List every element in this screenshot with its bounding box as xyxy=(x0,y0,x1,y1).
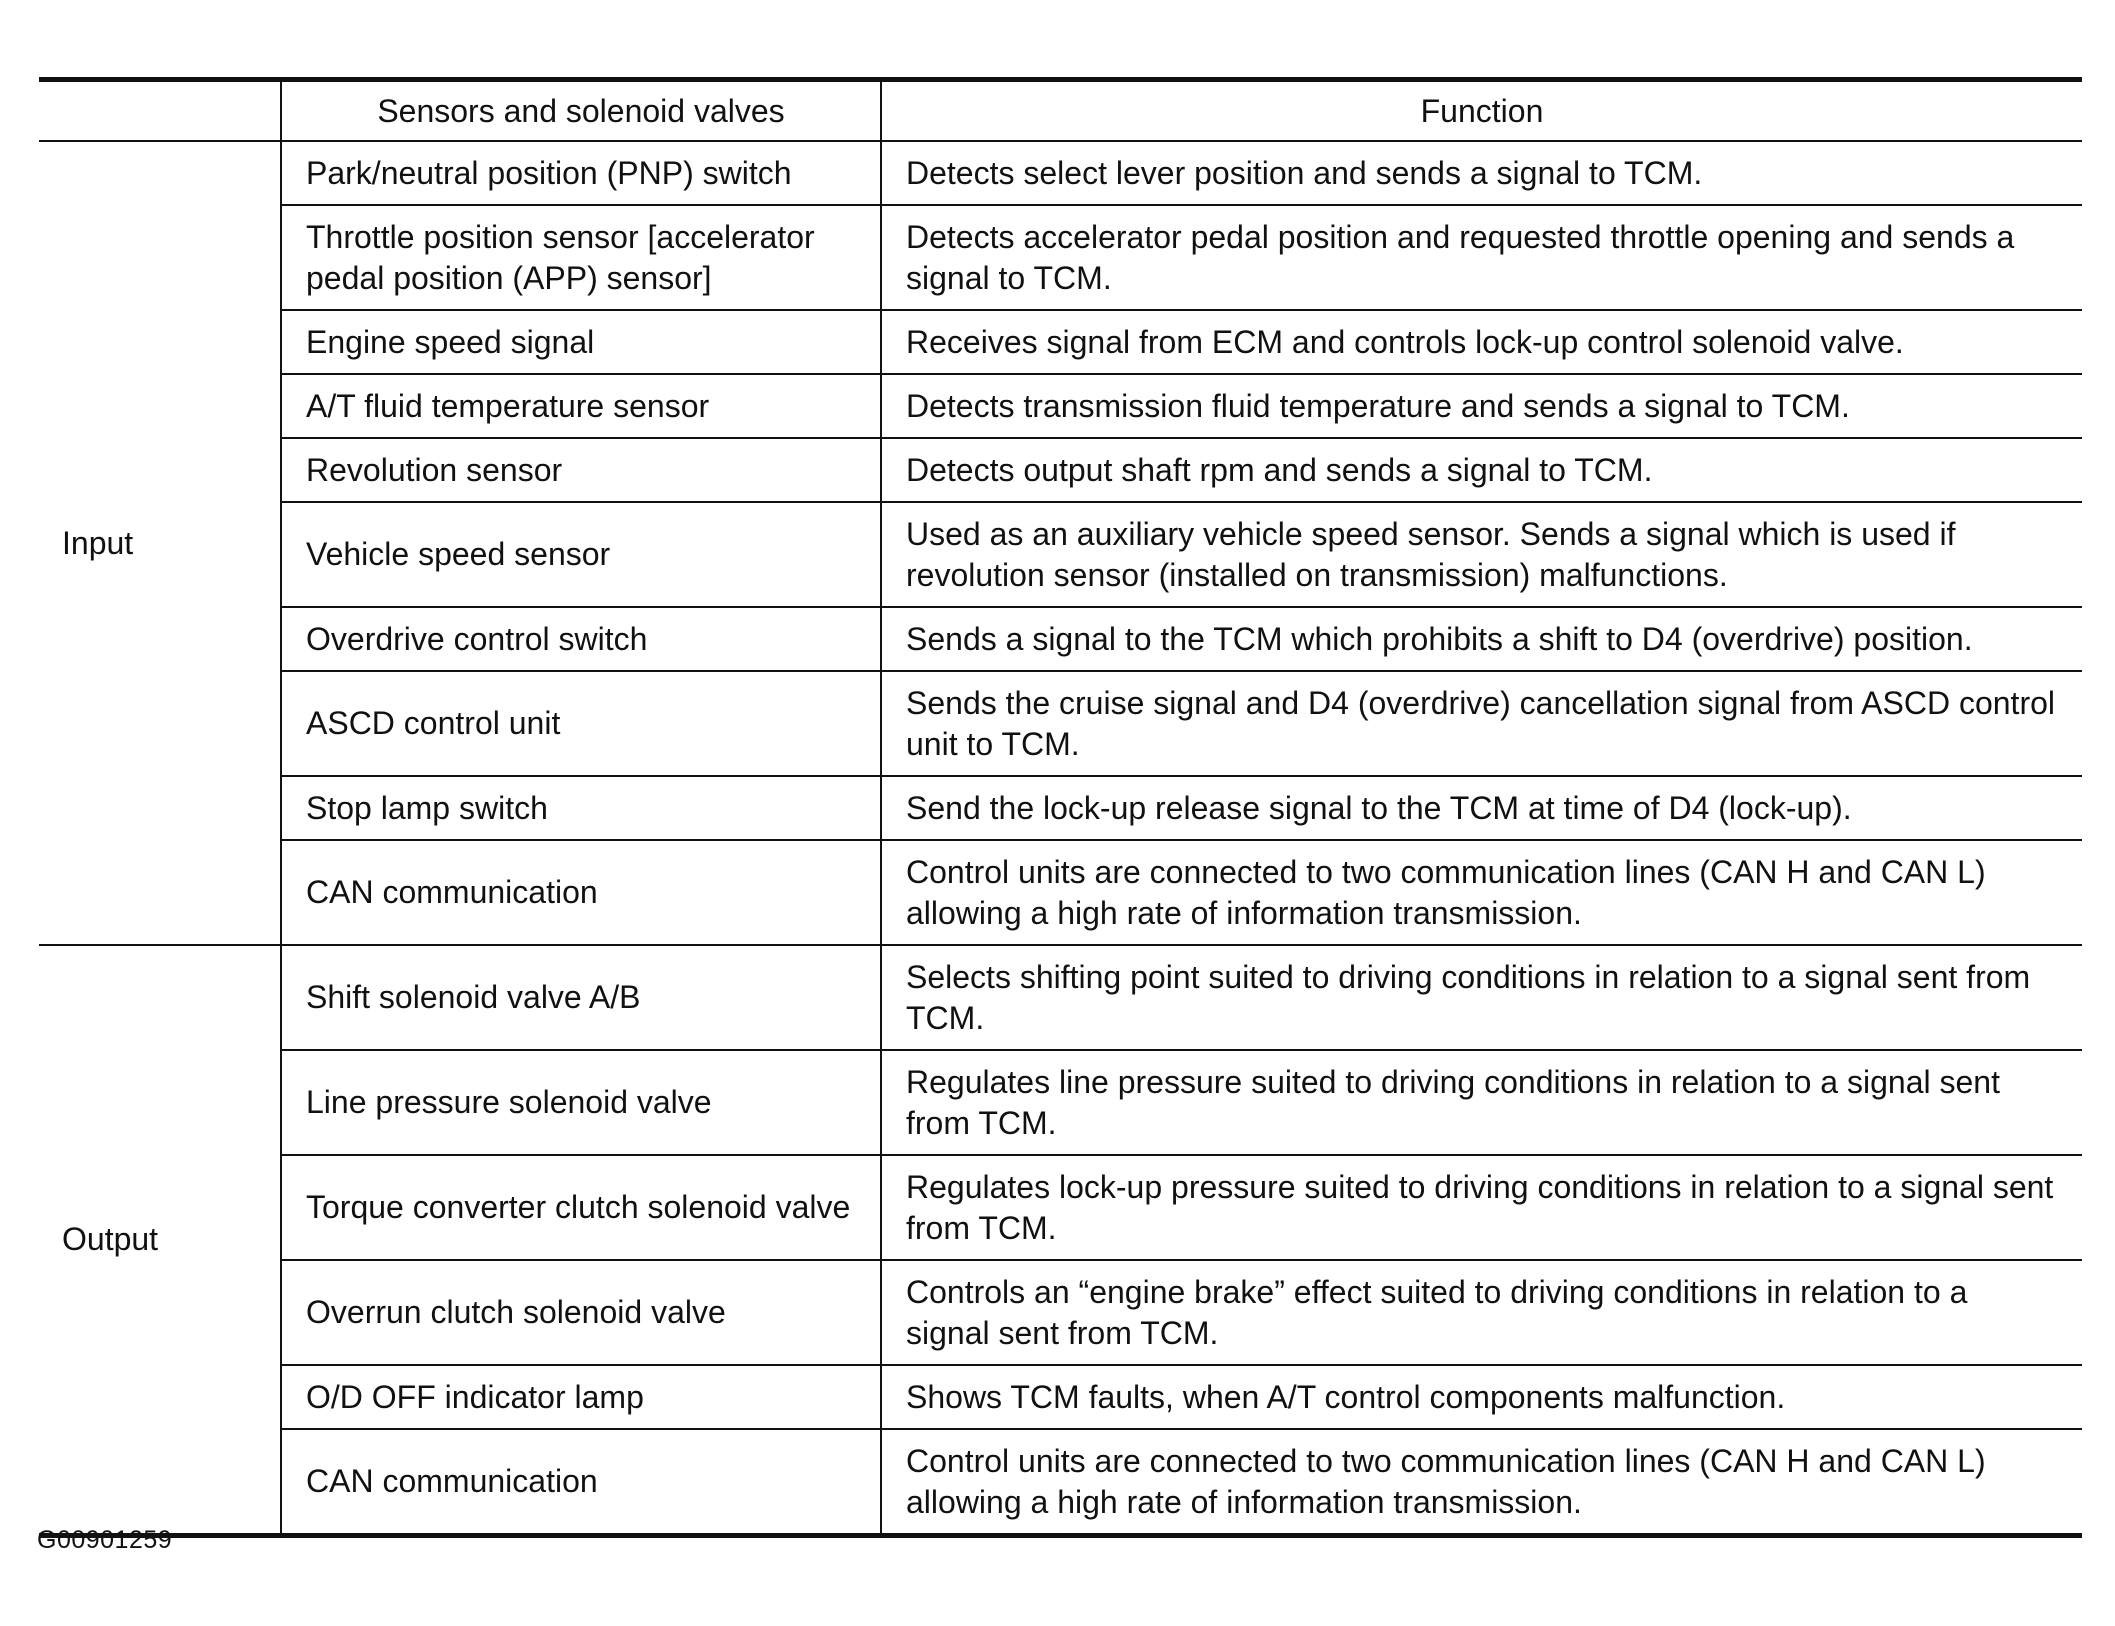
table-row xyxy=(39,1050,2082,1155)
table-row xyxy=(39,1429,2082,1536)
table-row xyxy=(39,1365,2082,1429)
function-cell: Sends a signal to the TCM which prohibits a shift to D4 (overdrive) position. xyxy=(881,607,2082,671)
table-body xyxy=(39,141,2082,1536)
header-group xyxy=(39,80,281,142)
sensor-cell: A/T fluid temperature sensor xyxy=(281,374,881,438)
table-row xyxy=(39,945,2082,1050)
table-header xyxy=(39,80,2082,142)
sensor-cell: CAN communication xyxy=(281,840,881,945)
function-cell: Controls an “engine brake” effect suited to driving conditions in relation to a signal sent from TCM. xyxy=(881,1260,2082,1365)
sensor-cell: ASCD control unit xyxy=(281,671,881,776)
sensor-cell: Engine speed signal xyxy=(281,310,881,374)
sensor-cell: Throttle position sensor [accelerator pedal position (APP) sensor] xyxy=(281,205,881,310)
table-row xyxy=(39,141,2082,205)
sensor-cell: Shift solenoid valve A/B xyxy=(281,945,881,1050)
function-cell: Detects transmission fluid temperature and sends a signal to TCM. xyxy=(881,374,2082,438)
header-sensors: Sensors and solenoid valves xyxy=(281,80,881,142)
function-cell: Detects accelerator pedal position and requested throttle opening and sends a signal to TCM. xyxy=(881,205,2082,310)
sensor-cell: Park/neutral position (PNP) switch xyxy=(281,141,881,205)
function-cell: Control units are connected to two communication lines (CAN H and CAN L) allowing a high rate of information transmission. xyxy=(881,840,2082,945)
function-cell: Shows TCM faults, when A/T control components malfunction. xyxy=(881,1365,2082,1429)
function-cell: Regulates lock-up pressure suited to driving conditions in relation to a signal sent from TCM. xyxy=(881,1155,2082,1260)
table-row xyxy=(39,607,2082,671)
sensor-cell: Torque converter clutch solenoid valve xyxy=(281,1155,881,1260)
table-row xyxy=(39,502,2082,607)
table-row xyxy=(39,1155,2082,1260)
table-row xyxy=(39,840,2082,945)
function-cell: Detects select lever position and sends a signal to TCM. xyxy=(881,141,2082,205)
header-function: Function xyxy=(881,80,2082,142)
table-row xyxy=(39,374,2082,438)
function-cell: Detects output shaft rpm and sends a signal to TCM. xyxy=(881,438,2082,502)
function-cell: Send the lock-up release signal to the TCM at time of D4 (lock-up). xyxy=(881,776,2082,840)
table-row xyxy=(39,310,2082,374)
sensor-cell: Overdrive control switch xyxy=(281,607,881,671)
function-cell: Regulates line pressure suited to driving conditions in relation to a signal sent from TCM. xyxy=(881,1050,2082,1155)
table-row xyxy=(39,671,2082,776)
sensor-cell: Overrun clutch solenoid valve xyxy=(281,1260,881,1365)
function-cell: Selects shifting point suited to driving conditions in relation to a signal sent from TCM. xyxy=(881,945,2082,1050)
table-row xyxy=(39,438,2082,502)
sensor-function-table xyxy=(39,77,2082,1538)
sensor-cell: Revolution sensor xyxy=(281,438,881,502)
function-cell: Control units are connected to two communication lines (CAN H and CAN L) allowing a high rate of information transmission. xyxy=(906,1442,1986,1520)
function-cell: Receives signal from ECM and controls lock-up control solenoid valve. xyxy=(881,310,2082,374)
function-cell: Used as an auxiliary vehicle speed sensor. Sends a signal which is used if revolution sensor (installed on transmission) malfunctions. xyxy=(881,502,2082,607)
sensor-cell: Vehicle speed sensor xyxy=(281,502,881,607)
sensor-cell: Stop lamp switch xyxy=(281,776,881,840)
table-row xyxy=(39,1260,2082,1365)
function-cell: Sends the cruise signal and D4 (overdrive) cancellation signal from ASCD control unit to TCM. xyxy=(881,671,2082,776)
sensor-cell: O/D OFF indicator lamp xyxy=(281,1365,881,1429)
table-row xyxy=(39,776,2082,840)
table-row xyxy=(39,205,2082,310)
group-label-output: Output xyxy=(62,1221,159,1257)
group-label-input: Input xyxy=(39,141,281,945)
sensor-cell: Line pressure solenoid valve xyxy=(281,1050,881,1155)
figure-code: G00901259 xyxy=(37,1526,173,1554)
sensor-cell: CAN communication xyxy=(281,1429,881,1536)
header-row xyxy=(39,80,2082,142)
